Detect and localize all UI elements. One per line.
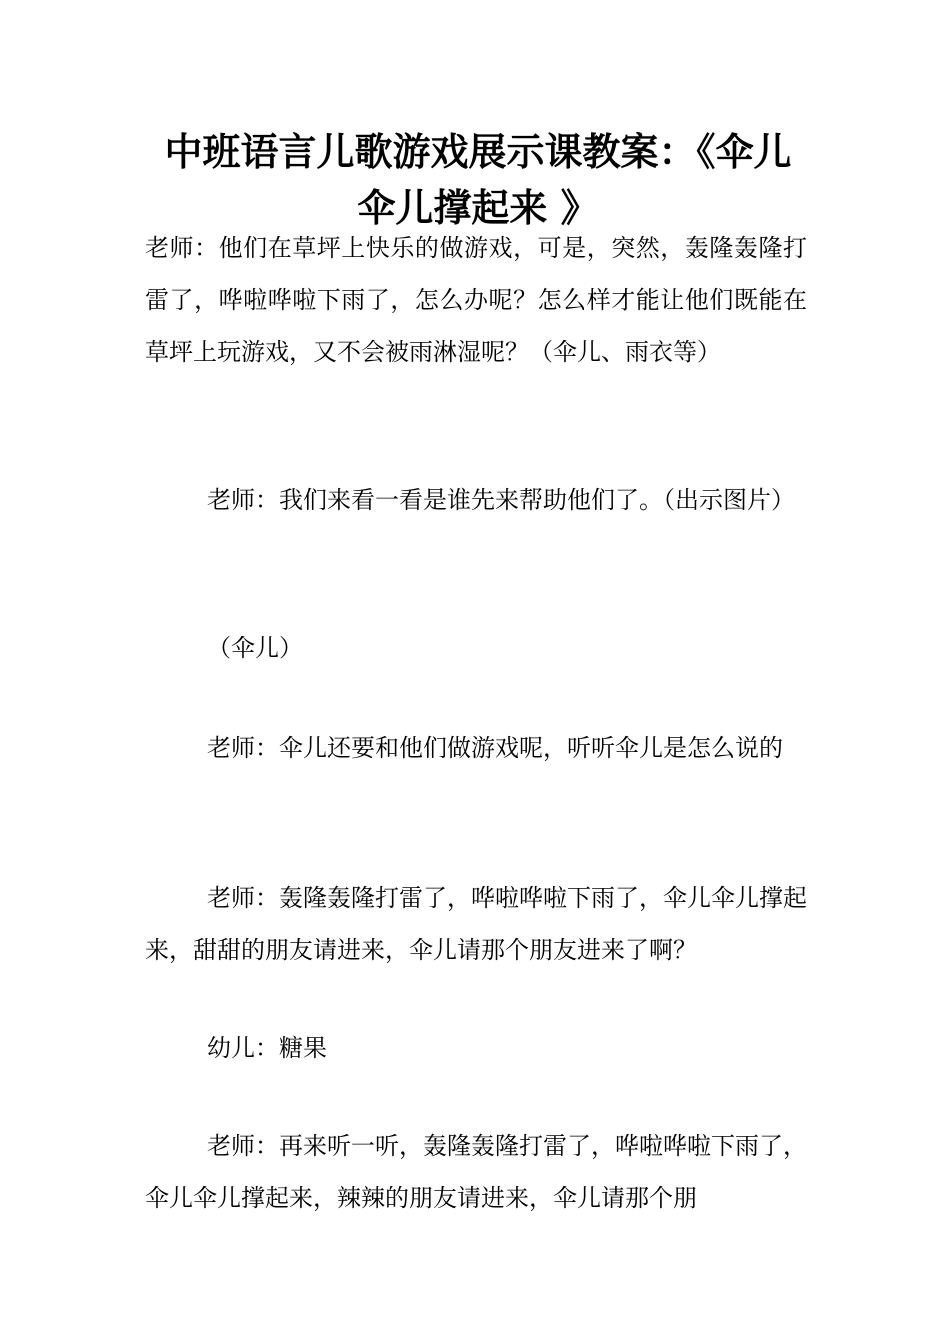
paragraph-4: 老师：伞儿还要和他们做游戏呢，听听伞儿是怎么说的 (207, 734, 783, 762)
paragraph-5: 老师：轰隆轰隆打雷了，哗啦哗啦下雨了，伞儿伞儿撑起来，甜甜的朋友请进来，伞儿请那个朋友进来了啊？ (145, 884, 807, 964)
paragraph-3: （伞儿） (207, 634, 303, 662)
paragraph-2: 老师：我们来看一看是谁先来帮助他们了。（出示图片） (207, 486, 795, 514)
paragraph-6: 幼儿：糖果 (207, 1034, 327, 1062)
document-title-line-2: 伞儿撑起来 》 (357, 186, 599, 230)
paragraph-1: 老师：他们在草坪上快乐的做游戏，可是，突然，轰隆轰隆打雷了，哗啦哗啦下雨了，怎么办呢？怎么样才能让他们既能在草坪上玩游戏，又不会被雨淋湿呢？（伞儿、雨衣等） (145, 234, 807, 366)
document-title-line-1: 中班语言儿歌游戏展示课教案：《伞儿 (164, 130, 792, 174)
paragraph-7: 老师：再来听一听，轰隆轰隆打雷了，哗啦哗啦下雨了，伞儿伞儿撑起来，辣辣的朋友请进来，伞儿请那个朋 (145, 1132, 807, 1212)
